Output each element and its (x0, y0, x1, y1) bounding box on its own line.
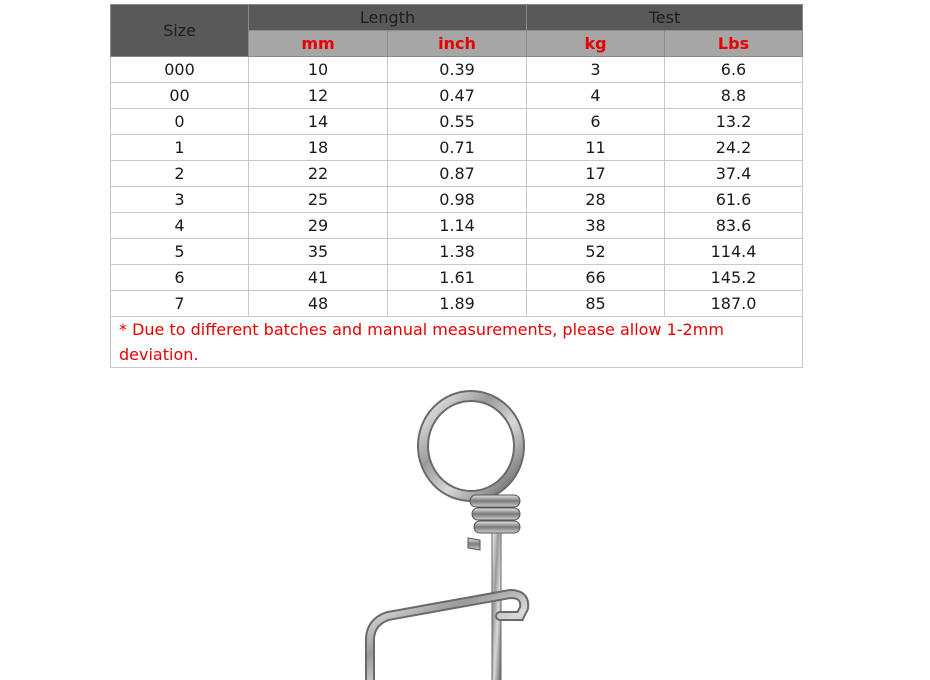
table-row (111, 135, 803, 161)
note-row (111, 317, 803, 368)
table-cell-mm: 35 (249, 239, 388, 265)
table-cell-size: 5 (111, 239, 249, 265)
table-cell-kg: 4 (527, 83, 665, 109)
table-cell-kg: 85 (527, 291, 665, 317)
table-row (111, 291, 803, 317)
table-row (111, 161, 803, 187)
table-cell-size: 0 (111, 109, 249, 135)
length-group-header: Length (249, 5, 527, 31)
table-cell-kg: 6 (527, 109, 665, 135)
table-cell-mm: 41 (249, 265, 388, 291)
table-cell-kg: 28 (527, 187, 665, 213)
table-cell-lbs: 114.4 (665, 239, 803, 265)
size-chart-table (110, 4, 803, 368)
table-row (111, 109, 803, 135)
table-cell-mm: 48 (249, 291, 388, 317)
table-cell-lbs: 24.2 (665, 135, 803, 161)
table-row (111, 187, 803, 213)
unit-header-kg: kg (527, 31, 665, 57)
table-cell-kg: 17 (527, 161, 665, 187)
table-cell-lbs: 8.8 (665, 83, 803, 109)
unit-header-mm: mm (249, 31, 388, 57)
table-body (111, 57, 803, 368)
table-row (111, 239, 803, 265)
unit-header-inch: inch (388, 31, 527, 57)
size-header: Size (111, 5, 249, 57)
table-cell-mm: 14 (249, 109, 388, 135)
table-cell-lbs: 37.4 (665, 161, 803, 187)
table-cell-inch: 1.89 (388, 291, 527, 317)
table-cell-size: 3 (111, 187, 249, 213)
table-cell-kg: 52 (527, 239, 665, 265)
table-cell-mm: 10 (249, 57, 388, 83)
table-row (111, 213, 803, 239)
deviation-note: * Due to different batches and manual measurements, please allow 1-2mm deviation. (111, 317, 803, 368)
test-group-header: Test (527, 5, 803, 31)
unit-header-lbs: Lbs (665, 31, 803, 57)
table-cell-lbs: 145.2 (665, 265, 803, 291)
table-cell-lbs: 61.6 (665, 187, 803, 213)
table-cell-inch: 0.55 (388, 109, 527, 135)
table-row (111, 57, 803, 83)
table-cell-kg: 11 (527, 135, 665, 161)
table-cell-size: 6 (111, 265, 249, 291)
table-row (111, 265, 803, 291)
table-cell-kg: 38 (527, 213, 665, 239)
table-cell-inch: 1.61 (388, 265, 527, 291)
table-cell-size: 2 (111, 161, 249, 187)
table-cell-kg: 3 (527, 57, 665, 83)
table-cell-mm: 25 (249, 187, 388, 213)
table-cell-lbs: 6.6 (665, 57, 803, 83)
table-cell-mm: 22 (249, 161, 388, 187)
table-cell-lbs: 13.2 (665, 109, 803, 135)
table-cell-inch: 1.14 (388, 213, 527, 239)
table-cell-inch: 0.87 (388, 161, 527, 187)
table-cell-inch: 0.98 (388, 187, 527, 213)
table-cell-lbs: 83.6 (665, 213, 803, 239)
table-cell-inch: 0.39 (388, 57, 527, 83)
table-cell-kg: 66 (527, 265, 665, 291)
fishing-snap-swivel-icon (340, 390, 560, 680)
table-cell-mm: 12 (249, 83, 388, 109)
table-cell-size: 00 (111, 83, 249, 109)
table-cell-lbs: 187.0 (665, 291, 803, 317)
table-cell-size: 000 (111, 57, 249, 83)
table-row (111, 83, 803, 109)
table-cell-size: 4 (111, 213, 249, 239)
table-cell-size: 1 (111, 135, 249, 161)
table-cell-mm: 29 (249, 213, 388, 239)
table-cell-inch: 0.47 (388, 83, 527, 109)
table-cell-mm: 18 (249, 135, 388, 161)
table-cell-inch: 0.71 (388, 135, 527, 161)
table-cell-size: 7 (111, 291, 249, 317)
table-cell-inch: 1.38 (388, 239, 527, 265)
